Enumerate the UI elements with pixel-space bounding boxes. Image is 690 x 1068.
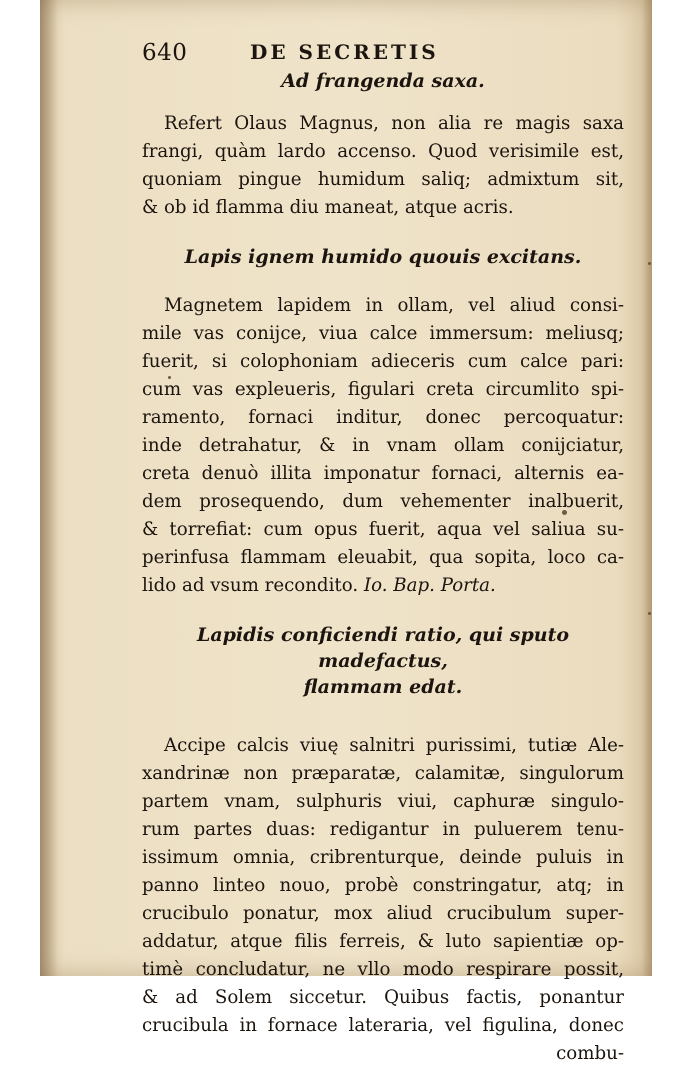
last-line-text: lido ad vsum recondito. (142, 575, 359, 596)
text-line: frangi, quàm lardo accenso. Quod verisimile est, (142, 141, 624, 162)
text-line: partem vnam, sulphuris viui, caphuræ singulo- (142, 791, 624, 812)
section-heading: Ad frangenda saxa. (281, 70, 485, 92)
margin-speck (648, 262, 651, 265)
text-line: addatur, atque filis ferreis, & luto sapientiæ op- (142, 931, 624, 952)
text-line: quoniam pingue humidum saliq; admixtum sit, (142, 169, 624, 190)
text-block (142, 40, 624, 1068)
text-line: mile vas conijce, viua calce immersum: meliusq; (142, 323, 624, 344)
catchword: combu- (556, 1043, 624, 1064)
text-line: & ad Solem siccetur. Quibus factis, ponantur (142, 987, 624, 1008)
text-line: crucibulo ponatur, mox aliud crucibulum super- (142, 903, 624, 924)
text-line: ramento, fornaci inditur, donec percoquatur: (142, 407, 624, 428)
section-heading: Lapis ignem humido quouis excitans. (184, 246, 582, 268)
text-line: Refert Olaus Magnus, non alia re magis saxa (164, 113, 624, 134)
section-paragraph (142, 732, 624, 1068)
page-edge-shadow (642, 0, 652, 976)
text-line: Accipe calcis viuę salnitri purissimi, tutiæ Ale- (164, 735, 624, 756)
attribution: Io. Bap. Porta. (363, 575, 496, 596)
gutter-shadow (40, 0, 58, 976)
text-line: panno linteo nouo, probè constringatur, atq; in (142, 875, 624, 896)
section-heading-continued: flammam edat. (303, 676, 463, 698)
text-line: & ob id flamma diu maneat, atque acris. (142, 197, 514, 218)
text-line: timè concludatur, ne vllo modo respirare possit, (142, 959, 624, 980)
margin-speck (648, 612, 651, 615)
section-heading: Lapidis conficiendi ratio, qui sputo madefactus, (196, 624, 570, 672)
text-line: inde detrahatur, & in vnam ollam conijciatur, (142, 435, 624, 456)
text-line: cum vas expleueris, figulari creta circumlito spi- (142, 379, 624, 400)
running-head (142, 40, 624, 68)
text-line: creta denuò illita imponatur fornaci, alternis ea- (142, 463, 624, 484)
text-line: issimum omnia, cribrenturque, deinde puluis in (142, 847, 624, 868)
text-line: fuerit, si colophoniam adieceris cum calce pari: (142, 351, 624, 372)
text-line: crucibula in fornace lateraria, vel figulina, donec (142, 1015, 624, 1036)
text-line: xandrinæ non præparatæ, calamitæ, singulorum (142, 763, 624, 784)
section-paragraph (142, 110, 624, 222)
section-paragraph (142, 292, 624, 600)
text-line (142, 572, 624, 600)
text-line: & torrefiat: cum opus fuerit, aqua vel saliua su- (142, 519, 624, 540)
text-line: rum partes duas: redigantur in puluerem tenu- (142, 819, 624, 840)
text-line: Magnetem lapidem in ollam, vel aliud consi- (164, 295, 624, 316)
text-line: dem prosequendo, dum vehementer inalbuerit, (142, 491, 624, 512)
running-title: DE SECRETIS (250, 40, 439, 64)
text-line: perinfusa flammam eleuabit, qua sopita, loco ca- (142, 547, 624, 568)
page-number: 640 (142, 40, 188, 66)
